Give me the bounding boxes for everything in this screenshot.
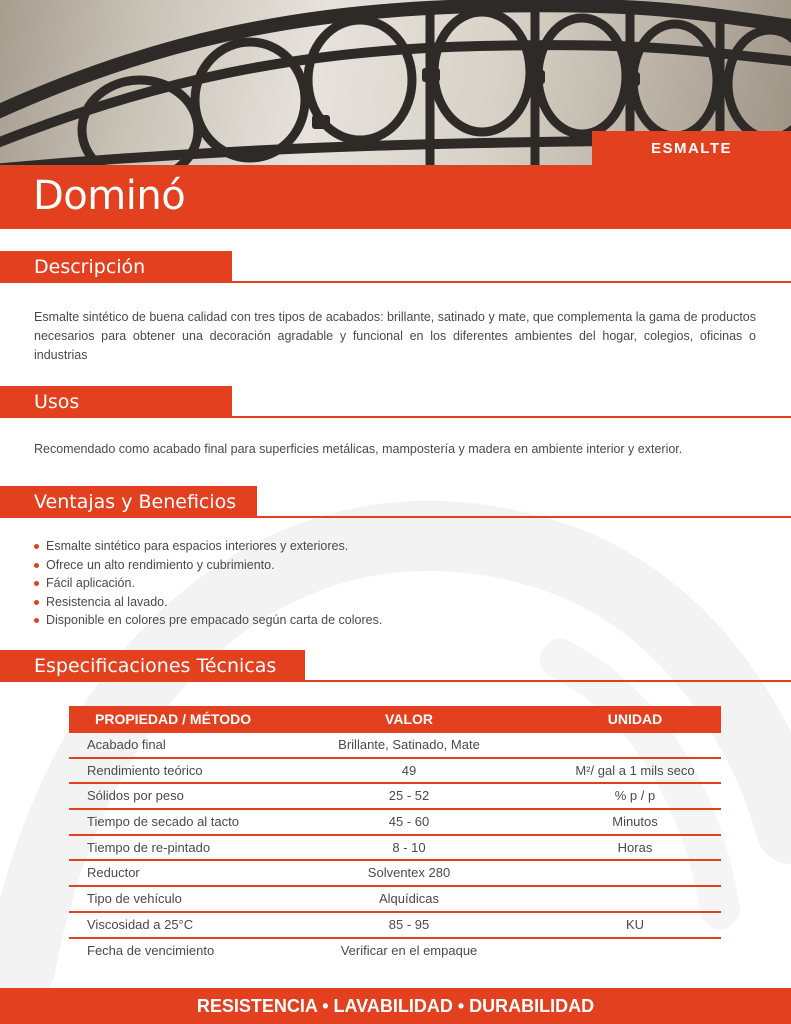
cell-unidad: M²/ gal a 1 mils seco (575, 762, 695, 778)
cell-valor: Alquídicas (379, 891, 439, 907)
table-row (69, 887, 721, 913)
section-header-ventajas: Ventajas y Beneficios (0, 486, 257, 518)
cell-valor: 49 (401, 762, 417, 778)
section-divider (0, 281, 791, 283)
table-row (69, 939, 721, 963)
category-tag: ESMALTE (592, 131, 791, 165)
cell-propiedad: Sólidos por peso (87, 788, 184, 804)
cell-valor: Solventex 280 (367, 865, 451, 881)
footer-tagline: RESISTENCIA • LAVABILIDAD • DURABILIDAD (0, 988, 791, 1024)
list-item: Fácil aplicación. (34, 574, 382, 593)
section-divider (0, 516, 791, 518)
ventajas-list (34, 537, 382, 630)
title-band (0, 165, 791, 229)
product-title: Dominó (33, 173, 186, 219)
table-row (69, 733, 721, 759)
cell-unidad: Minutos (612, 814, 658, 830)
table-row (69, 810, 721, 836)
table-row (69, 784, 721, 810)
column-header-propiedad: PROPIEDAD / MÉTODO (95, 711, 252, 727)
cell-valor: 8 - 10 (392, 839, 426, 855)
section-divider (0, 416, 791, 418)
column-header-valor: VALOR (385, 711, 433, 727)
cell-unidad: % p / p (614, 788, 656, 804)
section-divider (0, 680, 791, 682)
table-row (69, 861, 721, 887)
cell-propiedad: Tipo de vehículo (87, 891, 182, 907)
spec-table (69, 706, 721, 962)
spec-table-header (69, 706, 721, 733)
cell-unidad: KU (625, 916, 645, 932)
list-item: Esmalte sintético para espacios interiores y exteriores. (34, 537, 382, 556)
cell-valor: Verificar en el empaque (340, 942, 478, 958)
cell-propiedad: Reductor (87, 865, 140, 881)
cell-propiedad: Tiempo de secado al tacto (87, 814, 239, 830)
section-header-especificaciones: Especificaciones Técnicas (0, 650, 305, 682)
table-row (69, 913, 721, 939)
section-header-descripcion: Descripción (0, 251, 232, 283)
cell-valor: 85 - 95 (388, 916, 430, 932)
usos-text: Recomendado como acabado final para superficies metálicas, mampostería y madera en ambiente interior y exterior. (34, 442, 683, 456)
cell-propiedad: Tiempo de re-pintado (87, 839, 211, 855)
list-item: Resistencia al lavado. (34, 593, 382, 612)
cell-propiedad: Rendimiento teórico (87, 762, 203, 778)
cell-unidad: Horas (617, 839, 653, 855)
cell-valor: 45 - 60 (388, 814, 430, 830)
column-header-unidad: UNIDAD (607, 711, 663, 727)
cell-propiedad: Fecha de vencimiento (87, 942, 215, 958)
descripcion-text: Esmalte sintético de buena calidad con tres tipos de acabados: brillante, satinado y mate, que complementa la gama de productos necesarios para obtener una decoración agradable y funcional en los diferentes ambientes del hogar, colegios, oficinas o industrias (34, 310, 756, 362)
cell-valor: 25 - 52 (388, 788, 430, 804)
table-row (69, 759, 721, 785)
cell-valor: Brillante, Satinado, Mate (338, 737, 480, 752)
cell-propiedad: Acabado final (87, 737, 166, 752)
list-item: Ofrece un alto rendimiento y cubrimiento. (34, 556, 382, 575)
cell-propiedad: Viscosidad a 25°C (87, 916, 194, 932)
section-header-usos: Usos (0, 386, 232, 418)
table-row (69, 836, 721, 862)
list-item: Disponible en colores pre empacado según carta de colores. (34, 611, 382, 630)
